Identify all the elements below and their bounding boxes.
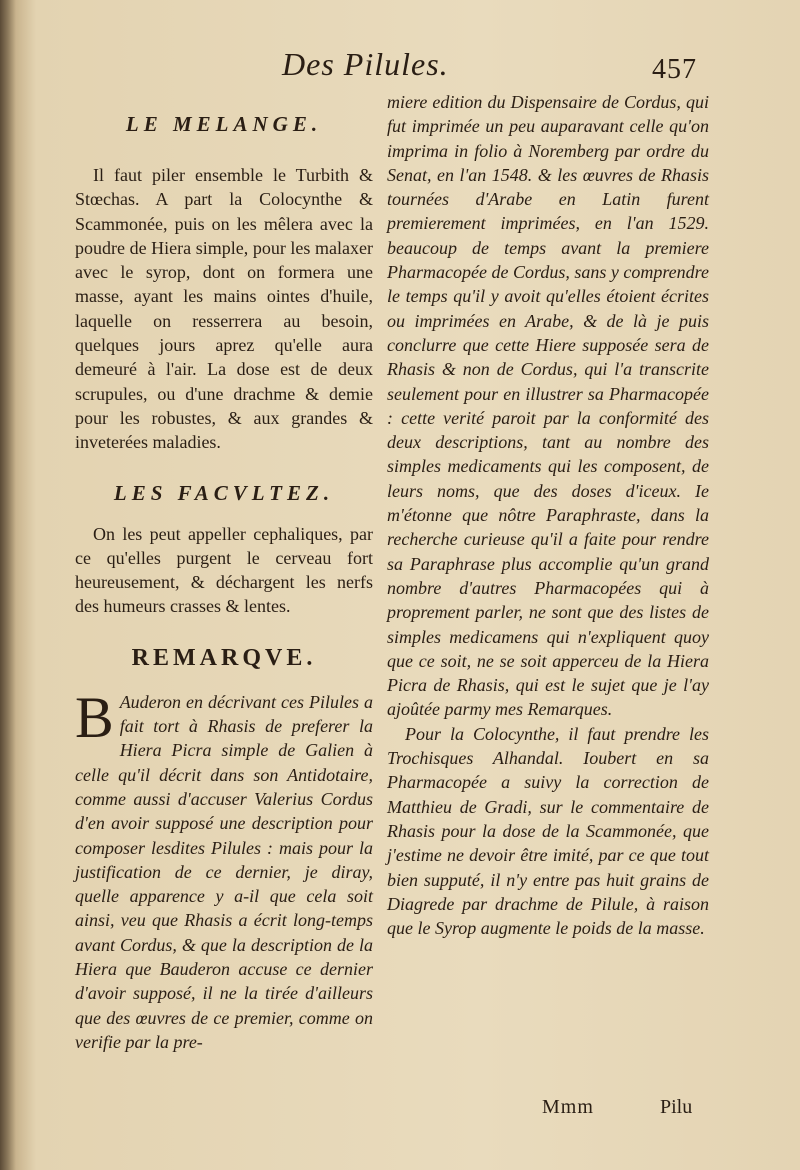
melange-heading: LE MELANGE. [125, 112, 323, 136]
page-header [0, 46, 800, 96]
right-column [387, 90, 709, 940]
facultez-heading: LES FACVLTEZ. [113, 480, 335, 505]
drop-cap-initial: B [75, 684, 114, 750]
page-footer [0, 1096, 800, 1126]
running-title: Des Pilules. [282, 46, 449, 82]
melange-paragraph: Il faut piler ensemble le Turbith & Stœchas. A part la Colocynthe & Scammonée, puis on les mêlera avec la poudre de Hiera simple, pour les malaxer avec le syrop, dont on formera une masse, ayant les mains ointes d'huile, laquelle on resserrera au besoin, quelques jours aprez qu'elle aura demeuré à l'air. La dose est de deux scrupules, ou d'une drachme & demie pour les robustes, & aux grandes & inveterées maladies. [75, 165, 373, 453]
left-column [75, 112, 373, 1054]
colocynthe-paragraph: Pour la Colocynthe, il faut prendre les Trochisques Alhandal. Ioubert en sa Pharmacopée a suivy la correction de Matthieu de Gradi, sur le commentaire de Rhasis pour la dose de la Scammonée, que j'estime ne devoir être imité, par ce que tout bien supputé, il n'y entre pas huit grains de Diagrede par drachme de Pilule, à raison que le Syrop augmente le poids de la masse. [387, 723, 709, 939]
signature-mark: Mmm [542, 1096, 594, 1118]
remarque-paragraph: Auderon en décrivant ces Pilules a fait tort à Rhasis de preferer la Hiera Picra simple de Galien à celle qu'il décrit dans son Antidotaire, comme aussi d'accuser Valerius Cordus d'en avoir supposé une description pour composer lesdites Pilules : mais pour la justification de ce dernier, je diray, quelle apparence y a-il que cela soit ainsi, veu que Rhasis a écrit long-temps avant Cordus, & que la description de la Hiera que Bauderon accuse ce dernier d'avoir supposé, il ne la tirée d'ailleurs que des œuvres de ce premier, comme on verifie par la pre- [75, 691, 373, 1052]
remarque-block [75, 684, 373, 1054]
catchword: Pilu [660, 1096, 693, 1118]
facultez-paragraph: On les peut appeller cephaliques, par ce qu'elles purgent le cerveau fort heureusement, & déchargent les nerfs des humeurs crasses & lentes. [75, 523, 373, 617]
page-number: 457 [652, 54, 697, 85]
remarque-heading: REMARQVE. [131, 644, 317, 671]
continuation-paragraph: miere edition du Dispensaire de Cordus, qui fut imprimée un peu auparavant celle qu'on imprima in folio à Noremberg par ordre du Senat, en l'an 1548. & les œuvres de Rhasis tournées d'Arabe en Latin furent premierement imprimées, en l'an 1529. beaucoup de temps avant la premiere Pharmacopée de Cordus, sans y comprendre le temps qu'il y avoit qu'elles étoient écrites ou imprimées en Arabe, & de là je puis conclurre que cette Hiere supposée sera de Rhasis & non de Cordus, qui l'a transcrite seulement pour en illustrer sa Pharmacopée : cette verité paroit par la conformité des deux descriptions, tant au nombre des simples medicaments qui les composent, de leurs noms, que des doses d'iceux. Ie m'étonne que nôtre Paraphraste, dans la recherche curieuse qu'il a faite pour rendre sa Paraphrase plus accomplie qu'un grand nombre d'autres Pharmacopées qui à proprement parler, ne sont que des listes de simples medicamens qui n'expliquent quoy que ce soit, ne se soit apperceu de la Hiera Picra de Rhasis, qui est le sujet que je l'ay ajoûtée parmy mes Remarques. [387, 92, 709, 720]
